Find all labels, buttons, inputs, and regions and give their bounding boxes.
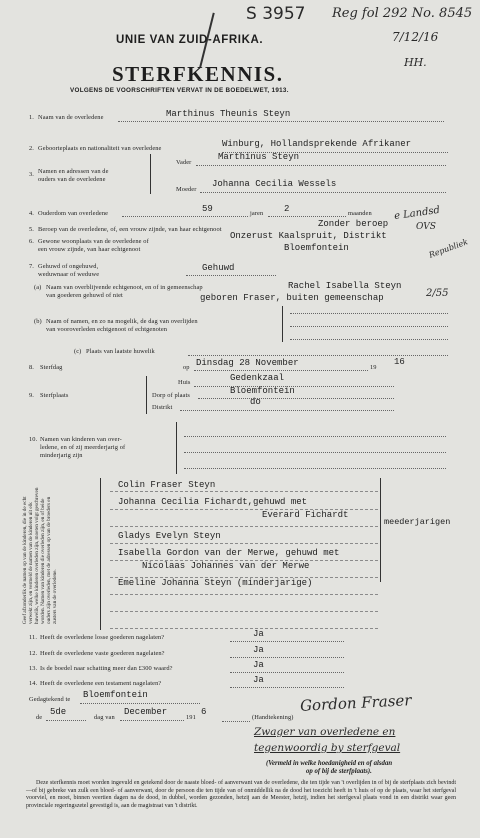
field-9-label: Sterfplaats	[40, 392, 69, 399]
field-11-number: 11.	[29, 634, 38, 641]
reference-number: S 3957	[246, 4, 306, 24]
field-14-number: 14.	[29, 680, 38, 687]
registration-note: Reg fol 292 No. 8545	[332, 6, 473, 21]
de-label: de	[36, 714, 43, 721]
dated-day: 5de	[50, 707, 67, 717]
field-2-label: Geboorteplaats en nationaliteit van overledene	[38, 145, 162, 152]
signer-capacity-line2: tegenwoordig by sterfgeval	[254, 742, 401, 754]
field-5-label: Beroep van de overledene, of, een vrouw zijnde, van haar echtgenoot	[38, 226, 222, 233]
footer-instructions: Deze sterfkennis moet worden ingevuld en getekend door de naaste bloed- of aanverwant van de overledene, die ten tijde van 't overlijden in of bij de sterfplaats zich bevindt—of bij gebreke van zulk een bloed- of aanverwant, door de persoon die ten tijde van of onmiddellik na de dood het toezicht heeft in 't huis of op de plaats, waar het sterfgeval voorviel, en moet, binnen veertien dagen na de dood, in dubbel, worden gezonden, hetzij aan de Meester, hetzij, indien het sterfgeval plaats vond in een distrikt waar geen provinciale regeringszetel gevestigd is, aan de magistraat van 't distrikt.	[26, 780, 456, 809]
death-town: Bloemfontein	[230, 386, 295, 396]
death-year-prefix: 19	[370, 364, 377, 371]
field-5-number: 5.	[29, 226, 34, 233]
immovable-goods: Ja	[253, 645, 264, 655]
dated-place: Bloemfontein	[83, 690, 148, 700]
field-6-number: 6.	[29, 238, 34, 245]
field-14-label: Heeft de overledene een testament nagelaten?	[40, 680, 162, 687]
field-10-number: 10.	[29, 436, 38, 443]
child-entry-2: Johanna Cecilia Fichardt,gehuwd met	[118, 497, 308, 507]
field-10-label-line1: Namen van kinderen van over-	[40, 436, 122, 443]
children-status: meederjarigen	[384, 517, 451, 527]
field-10-label-line2: ledene, en of zij meerderjarig of	[40, 444, 126, 451]
death-year: 16	[394, 357, 405, 367]
field-b-number: (b)	[34, 318, 42, 325]
occupation: Zonder beroep	[318, 219, 389, 229]
field-a-label-line1: Naam van overblijvende echtgenoot, en of in gemeenschap	[46, 284, 203, 291]
child-entry-5: Isabella Gordon van der Merwe, gehuwd met	[118, 548, 340, 558]
dated-month: December	[124, 707, 168, 717]
signature: Gordon Fraser	[299, 691, 412, 715]
spouse-name: Rachel Isabella Steyn	[288, 281, 402, 291]
field-8-op: op	[183, 364, 190, 371]
residence-note-1: OVS	[416, 222, 436, 232]
birthplace-nationality: Winburg, Hollandsprekende Afrikaner	[222, 139, 412, 149]
child-entry-3: Everard Fichardt	[262, 510, 349, 520]
testament: Ja	[253, 675, 264, 685]
residence-line1: Onzerust Kaalspruit, Distrikt	[230, 231, 387, 241]
field-2-number: 2.	[29, 145, 34, 152]
occupation-note: e Landsd	[393, 204, 441, 223]
mother-label: Moeder	[176, 186, 197, 193]
field-3-label-line1: Namen en adressen van de	[38, 168, 109, 175]
field-6-label-line1: Gewone woonplaats van de overledene of	[38, 238, 149, 245]
field-c-label: Plaats van laatste huwelik	[86, 348, 155, 355]
field-6-label-line2: een vrouw zijnde, van haar echtgenoot	[38, 246, 141, 253]
dag-label: dag van	[94, 714, 115, 721]
residence-note-2: Republiek	[427, 237, 470, 260]
dated-year-prefix: 191	[186, 714, 196, 721]
field-12-label: Heeft de overledene vaste goederen nagelaten?	[40, 650, 165, 657]
field-7-label-line2: weduwnaar of weduwe	[38, 271, 100, 278]
child-entry-6: Nicolaas Johannes van der Merwe	[142, 561, 310, 571]
death-house: Gedenkzaal	[230, 373, 285, 383]
field-8-number: 8.	[29, 364, 34, 371]
field-b-label-line1: Naam of namen, en zo na mogelik, de dag van overlijden	[46, 318, 198, 325]
field-a-label-line2: van goederen gehuwd of niet	[46, 292, 123, 299]
residence-line2: Bloemfontein	[284, 243, 349, 253]
field-1-number: 1.	[29, 114, 34, 121]
field-3-number: 3.	[29, 171, 34, 178]
age-months: 2	[284, 204, 290, 214]
age-years-unit: jaren	[250, 210, 264, 217]
dated-year-digit: 6	[201, 707, 207, 717]
field-13-label: Is de boedel naar schatting meer dan £300 waard?	[40, 665, 173, 672]
signature-label: (Handtekening)	[252, 714, 294, 721]
field-4-number: 4.	[29, 210, 34, 217]
field-7-number: 7.	[29, 263, 34, 270]
age-months-unit: maanden	[348, 210, 372, 217]
union-heading: UNIE VAN ZUID-AFRIKA.	[116, 34, 264, 46]
age-years: 59	[202, 204, 213, 214]
capacity-instruction-line1: (Vermeld in welke hoedanigheid en of alsdan	[266, 760, 393, 767]
registration-date: 7/12/16	[392, 30, 439, 44]
field-9-number: 9.	[29, 392, 34, 399]
child-entry-4: Gladys Evelyn Steyn	[118, 531, 221, 541]
field-b-label-line2: van vooroverleden echtgenoot of echtgenoten	[46, 326, 168, 333]
field-8-label: Sterfdag	[40, 364, 63, 371]
field-7-label-line1: Gehuwd of ongehuwd,	[38, 263, 99, 270]
mother-name: Johanna Cecilia Wessels	[212, 179, 337, 189]
document-subtitle: VOLGENS DE VOORSCHRIFTEN VERVAT IN DE BOEDELWET, 1913.	[70, 87, 289, 94]
marital-status: Gehuwd	[202, 263, 235, 273]
death-district: do	[250, 397, 261, 407]
spouse-note: 2/55	[426, 288, 449, 299]
field-10-label-line3: minderjarig zijn	[40, 452, 83, 459]
document-title: STERFKENNIS.	[112, 62, 284, 86]
field-3-label-line2: ouders van de overledene	[38, 176, 106, 183]
field-11-label: Heeft de overledene losse goederen nagelaten?	[40, 634, 165, 641]
spouse-details: geboren Fraser, buiten gemeenschap	[200, 293, 384, 303]
death-date: Dinsdag 28 November	[196, 358, 299, 368]
capacity-instruction-line2: op of bij de sterfplaats).	[306, 768, 372, 775]
house-label: Huis	[178, 379, 191, 386]
field-1-label: Naam van de overledene	[38, 114, 104, 121]
district-label: Distrikt	[152, 404, 173, 411]
field-a-number: (a)	[34, 284, 42, 291]
deceased-name: Marthinus Theunis Steyn	[166, 109, 291, 119]
father-name: Marthinus Steyn	[218, 152, 300, 162]
field-12-number: 12.	[29, 650, 38, 657]
father-label: Vader	[176, 159, 192, 166]
field-4-label: Ouderdom van overledene	[38, 210, 109, 217]
children-side-instruction: Geef afzonderlik de namen op van de kinderen, die in de echt verwekt zijn, en vermeld de namen van de kinderen uit elk huwelik, welke kinderen overleden zijn, moeten volgt geschreven worden. Namen van kinderen die overleden zijn, en of beide ouders zijn overleden, met de adressen op van de broeders en zusters van de overledene.	[22, 487, 58, 624]
registrar-initials: HH.	[404, 56, 427, 69]
estate-value: Ja	[253, 660, 264, 670]
dated-label: Gedagtekend te	[29, 696, 71, 703]
town-label: Dorp of plaats	[152, 392, 190, 399]
child-entry-1: Colin Fraser Steyn	[118, 480, 216, 490]
field-c-number: (c)	[74, 348, 82, 355]
signer-capacity-line1: Zwager van overledene en	[254, 726, 396, 738]
field-13-number: 13.	[29, 665, 38, 672]
child-entry-7: Emeline Johanna Steyn (minderjarige)	[118, 578, 313, 588]
movable-goods: Ja	[253, 629, 264, 639]
